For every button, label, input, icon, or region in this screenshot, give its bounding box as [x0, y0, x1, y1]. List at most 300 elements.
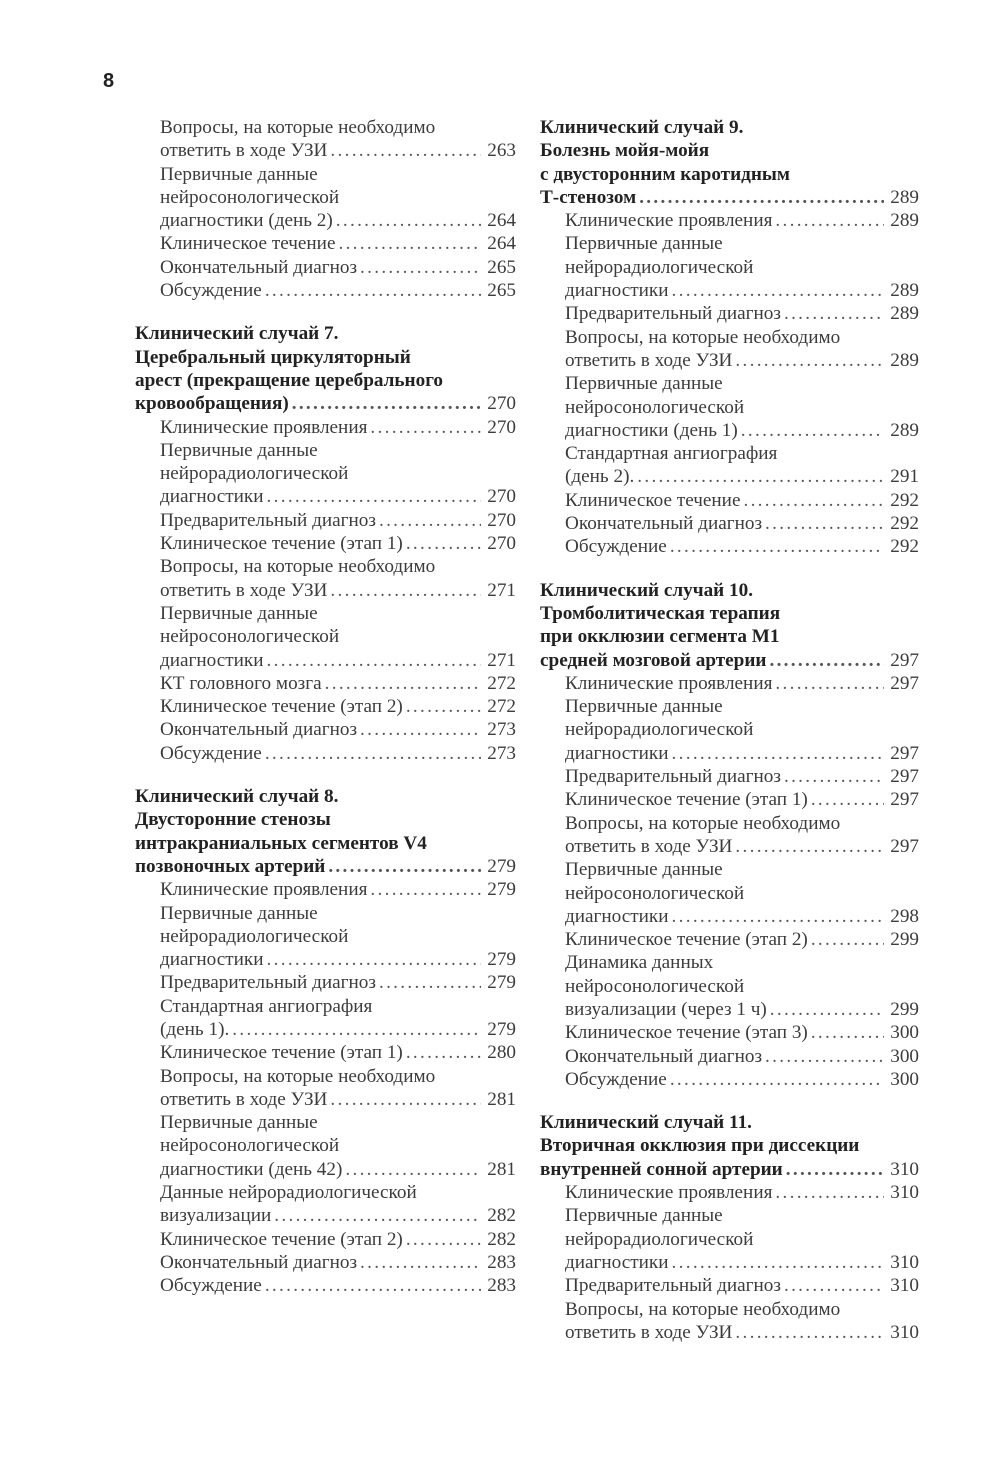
entry-line — [135, 878, 516, 901]
entry-line — [135, 509, 516, 532]
entry-line — [540, 1251, 919, 1274]
entry-line — [135, 785, 516, 808]
entry-line — [135, 808, 516, 831]
entry-text: с двусторонним каротидным — [540, 163, 790, 185]
entry-text: ответить в ходе УЗИ — [160, 579, 328, 601]
entry-text: Обсуждение — [565, 536, 667, 558]
page-reference: 289 — [890, 419, 919, 441]
entry-text: Окончательный диагноз — [160, 1251, 358, 1273]
leader-dots — [357, 718, 481, 741]
entry-text: Предварительный диагноз — [160, 972, 376, 994]
leader-dots — [767, 998, 884, 1021]
entry-line — [135, 485, 516, 508]
entry-line — [135, 1111, 516, 1134]
page-reference: 272 — [487, 672, 516, 694]
leader-dots — [262, 279, 481, 302]
toc-item — [135, 509, 516, 532]
page-reference: 282 — [487, 1228, 516, 1250]
page-number: 8 — [103, 70, 115, 92]
toc-item — [540, 928, 919, 951]
toc-item — [135, 1041, 516, 1064]
entry-line — [135, 718, 516, 741]
leader-dots — [335, 232, 481, 255]
leader-dots — [403, 532, 481, 555]
entry-line — [135, 902, 516, 925]
page-reference: 298 — [890, 905, 919, 927]
entry-line — [135, 971, 516, 994]
entry-text: Клиническое течение (этап 1) — [160, 1042, 403, 1064]
entry-text: Обсуждение — [160, 1275, 262, 1297]
entry-text: Динамика данных — [565, 952, 714, 974]
entry-text: Данные нейрорадиологической — [160, 1182, 417, 1204]
entry-line — [135, 232, 516, 255]
page-reference: 272 — [487, 696, 516, 718]
entry-text: Обсуждение — [160, 280, 262, 302]
entry-line — [540, 928, 919, 951]
toc-item — [540, 765, 919, 788]
toc-item — [135, 555, 516, 602]
entry-text: диагностики (день 42) — [160, 1158, 343, 1180]
entry-text: Первичные данные — [565, 696, 723, 718]
entry-line — [135, 555, 516, 578]
toc-item — [540, 372, 919, 442]
entry-line — [135, 649, 516, 672]
entry-line — [540, 232, 919, 255]
entry-text: Первичные данные — [160, 439, 318, 461]
entry-line — [540, 186, 919, 209]
leader-dots — [781, 302, 884, 325]
leader-dots — [367, 878, 481, 901]
entry-line — [540, 1274, 919, 1297]
entry-line — [540, 742, 919, 765]
entry-text: Клинический случай 9. — [540, 117, 744, 138]
entry-line — [540, 396, 919, 419]
leader-dots — [264, 485, 482, 508]
entry-text: интракраниальных сегментов V4 — [135, 832, 427, 854]
entry-text: Первичные данные — [565, 373, 723, 395]
leader-dots — [342, 1158, 481, 1181]
leader-dots — [357, 1251, 481, 1274]
entry-line — [540, 812, 919, 835]
leader-dots — [669, 742, 885, 765]
leader-dots — [289, 392, 482, 415]
leader-dots — [327, 1088, 481, 1111]
entry-line — [135, 322, 516, 345]
toc-item — [540, 1274, 919, 1297]
entry-line — [135, 948, 516, 971]
page-reference: 289 — [890, 349, 919, 371]
entry-text: Предварительный диагноз — [565, 1275, 781, 1297]
entry-line — [135, 1158, 516, 1181]
entry-line — [135, 1228, 516, 1251]
entry-text: ответить в ходе УЗИ — [565, 835, 733, 857]
page-reference: 289 — [890, 186, 919, 208]
entry-line — [540, 465, 919, 488]
entry-line — [540, 512, 919, 535]
entry-text: Клинический случай 8. — [135, 786, 339, 808]
toc-item — [135, 163, 516, 233]
toc-item — [135, 602, 516, 672]
entry-line — [135, 139, 516, 162]
leader-dots — [781, 765, 884, 788]
entry-text: Первичные данные — [160, 902, 318, 924]
leader-dots — [669, 279, 885, 302]
toc-item — [540, 788, 919, 811]
entry-text: Вопросы, на которые необходимо — [565, 1298, 841, 1320]
toc-item — [135, 116, 516, 163]
entry-line — [540, 1045, 919, 1068]
leader-dots — [669, 1251, 885, 1274]
entry-text: Клиническое течение — [160, 233, 336, 255]
page-reference: 273 — [487, 742, 516, 764]
page-reference: 281 — [487, 1088, 516, 1110]
toc-item — [540, 232, 919, 302]
leader-dots — [740, 489, 884, 512]
entry-text: Клинические проявления — [565, 210, 773, 232]
page-reference: 297 — [890, 789, 919, 811]
toc-item — [540, 951, 919, 1021]
entry-line — [135, 439, 516, 462]
leader-dots — [271, 1204, 481, 1227]
entry-text: ответить в ходе УЗИ — [160, 1088, 328, 1110]
entry-text: диагностики — [565, 280, 669, 302]
leader-dots — [772, 1181, 884, 1204]
entry-line — [135, 369, 516, 392]
entry-line — [135, 1041, 516, 1064]
entry-line — [135, 742, 516, 765]
toc-item — [135, 416, 516, 439]
entry-line — [540, 489, 919, 512]
leader-dots — [766, 649, 884, 672]
entry-line — [540, 649, 919, 672]
toc-item — [135, 1228, 516, 1251]
entry-text: кровообращения) — [135, 393, 289, 415]
entry-text: Клинические проявления — [565, 1182, 773, 1204]
entry-text: нейрорадиологической — [565, 719, 754, 741]
entry-line — [135, 1204, 516, 1227]
leader-dots — [781, 1274, 884, 1297]
case-heading — [540, 579, 919, 672]
entry-line — [540, 835, 919, 858]
entry-text: Первичные данные — [565, 1205, 723, 1227]
entry-line — [540, 602, 919, 625]
entry-text: Клинические проявления — [160, 879, 368, 901]
entry-text: (день 2). — [565, 466, 635, 488]
leader-dots — [667, 1068, 884, 1091]
entry-line — [135, 416, 516, 439]
leader-dots — [667, 535, 884, 558]
entry-text: средней мозговой артерии — [540, 649, 767, 671]
page-reference: 279 — [487, 949, 516, 971]
toc-item — [540, 209, 919, 232]
entry-line — [540, 116, 919, 139]
toc-item — [540, 695, 919, 765]
entry-line — [540, 788, 919, 811]
entry-text: диагностики — [565, 905, 669, 927]
entry-text: Первичные данные — [565, 233, 723, 255]
entry-line — [540, 882, 919, 905]
entry-text: визуализации — [160, 1205, 272, 1227]
toc-section — [135, 785, 516, 1298]
page-reference: 292 — [890, 513, 919, 535]
entry-text: ответить в ходе УЗИ — [565, 1321, 733, 1343]
leader-dots — [762, 512, 884, 535]
entry-line — [135, 695, 516, 718]
entry-line — [135, 1088, 516, 1111]
page-reference: 297 — [890, 742, 919, 764]
toc-item — [540, 858, 919, 928]
entry-line — [135, 1181, 516, 1204]
entry-line — [135, 832, 516, 855]
toc-item — [540, 1021, 919, 1044]
page-reference: 289 — [890, 280, 919, 302]
page-reference: 270 — [487, 393, 516, 415]
toc-item — [135, 672, 516, 695]
toc-item — [540, 489, 919, 512]
leader-dots — [738, 419, 884, 442]
toc-item — [135, 902, 516, 972]
entry-text: нейросонологической — [565, 882, 745, 904]
entry-text: нейрорадиологической — [565, 256, 754, 278]
entry-line — [540, 535, 919, 558]
toc-item — [135, 878, 516, 901]
toc-item — [540, 326, 919, 373]
entry-line — [135, 163, 516, 186]
entry-line — [540, 1228, 919, 1251]
page-reference: 289 — [890, 210, 919, 232]
entry-text: внутренней сонной артерии — [540, 1158, 783, 1180]
entry-text: нейрорадиологической — [160, 925, 349, 947]
entry-line — [135, 1018, 516, 1041]
entry-text: Окончательный диагноз — [160, 256, 358, 278]
entry-text: нейросонологической — [565, 975, 745, 997]
entry-text: Клинический случай 10. — [540, 579, 754, 601]
leader-dots — [327, 579, 481, 602]
toc-item — [135, 439, 516, 509]
entry-line — [540, 1134, 919, 1157]
leader-dots — [262, 1274, 481, 1297]
entry-text: Церебральный циркуляторный — [135, 346, 411, 368]
page-reference: 279 — [487, 972, 516, 994]
toc-item — [135, 1181, 516, 1228]
leader-dots — [808, 1021, 884, 1044]
entry-text: нейрорадиологической — [565, 1228, 754, 1250]
entry-line — [540, 1068, 919, 1091]
entry-line — [540, 1158, 919, 1181]
entry-line — [540, 998, 919, 1021]
leader-dots — [403, 1228, 481, 1251]
page-reference: 289 — [890, 303, 919, 325]
page-reference: 300 — [890, 1068, 919, 1090]
toc-item — [135, 995, 516, 1042]
toc-item — [135, 971, 516, 994]
entry-line — [135, 602, 516, 625]
entry-text: диагностики — [160, 949, 264, 971]
page-reference: 310 — [890, 1251, 919, 1273]
entry-text: Первичные данные — [160, 1112, 318, 1134]
toc-item — [540, 1298, 919, 1345]
entry-text: Стандартная ангиография — [565, 443, 778, 465]
entry-line — [135, 1251, 516, 1274]
page-reference: 270 — [487, 416, 516, 438]
entry-text: Вопросы, на которые необходимо — [160, 117, 436, 138]
entry-text: Клиническое течение (этап 2) — [160, 1228, 403, 1250]
leader-dots — [772, 672, 884, 695]
toc-item — [540, 1068, 919, 1091]
entry-text: Клинический случай 11. — [540, 1112, 752, 1134]
entry-text: Клиническое течение — [565, 489, 741, 511]
page-reference: 273 — [487, 719, 516, 741]
toc-item — [540, 1204, 919, 1274]
entry-text: позвоночных артерий — [135, 855, 326, 877]
entry-line — [540, 625, 919, 648]
entry-line — [135, 1065, 516, 1088]
entry-line — [135, 579, 516, 602]
entry-line — [540, 326, 919, 349]
entry-text: Стандартная ангиография — [160, 995, 373, 1017]
entry-line — [540, 209, 919, 232]
toc-item — [135, 1065, 516, 1112]
entry-line — [135, 1274, 516, 1297]
page-reference: 299 — [890, 929, 919, 951]
entry-text: Вопросы, на которые необходимо — [565, 812, 841, 834]
entry-text: Окончательный диагноз — [565, 1045, 763, 1067]
toc-column-right — [540, 116, 919, 1364]
entry-line — [540, 1321, 919, 1344]
entry-line — [135, 346, 516, 369]
entry-line — [540, 1021, 919, 1044]
leader-dots — [376, 509, 481, 532]
entry-text: нейросонологической — [160, 1135, 340, 1157]
toc-item — [135, 1274, 516, 1297]
entry-line — [135, 186, 516, 209]
entry-text: Первичные данные — [160, 602, 318, 624]
page-reference: 281 — [487, 1158, 516, 1180]
entry-text: Вопросы, на которые необходимо — [160, 1065, 436, 1087]
leader-dots — [808, 928, 884, 951]
entry-line — [135, 855, 516, 878]
leader-dots — [367, 416, 481, 439]
toc-section — [135, 116, 516, 302]
toc-item — [135, 695, 516, 718]
toc-item — [540, 1181, 919, 1204]
leader-dots — [264, 649, 482, 672]
toc-item — [540, 812, 919, 859]
entry-text: нейрорадиологической — [160, 463, 349, 485]
toc-item — [540, 512, 919, 535]
leader-dots — [403, 695, 481, 718]
entry-line — [540, 905, 919, 928]
toc-section — [540, 579, 919, 1092]
entry-text: Т-стенозом — [540, 186, 637, 208]
toc-section — [135, 322, 516, 765]
toc-item — [135, 279, 516, 302]
entry-text: Клинический случай 7. — [135, 323, 339, 345]
entry-line — [135, 672, 516, 695]
entry-text: Вопросы, на которые необходимо — [160, 556, 436, 578]
entry-line — [540, 695, 919, 718]
toc-section — [540, 116, 919, 559]
case-heading — [135, 785, 516, 878]
entry-line — [540, 442, 919, 465]
toc-item — [540, 302, 919, 325]
entry-line — [135, 256, 516, 279]
case-heading — [135, 322, 516, 415]
entry-text: диагностики — [160, 649, 264, 671]
toc-column-left — [135, 116, 516, 1318]
leader-dots — [772, 209, 884, 232]
entry-line — [540, 256, 919, 279]
entry-text: Обсуждение — [565, 1068, 667, 1090]
entry-line — [135, 995, 516, 1018]
entry-text: (день 1). — [160, 1018, 230, 1040]
entry-text: нейросонологической — [160, 186, 340, 208]
leader-dots — [403, 1041, 481, 1064]
entry-text: Обсуждение — [160, 742, 262, 764]
page-reference: 263 — [487, 140, 516, 162]
page-reference: 270 — [487, 533, 516, 555]
entry-line — [540, 718, 919, 741]
page-reference: 300 — [890, 1045, 919, 1067]
entry-text: диагностики — [565, 742, 669, 764]
entry-line — [540, 163, 919, 186]
leader-dots — [732, 1321, 884, 1344]
toc-item — [135, 1251, 516, 1274]
page-reference: 265 — [487, 256, 516, 278]
page-reference: 297 — [890, 649, 919, 671]
page-reference: 292 — [890, 489, 919, 511]
page-reference: 292 — [890, 536, 919, 558]
entry-line — [135, 279, 516, 302]
leader-dots — [636, 186, 884, 209]
toc-item — [540, 672, 919, 695]
page-reference: 270 — [487, 486, 516, 508]
entry-text: Клиническое течение (этап 2) — [565, 929, 808, 951]
entry-text: Клиническое течение (этап 2) — [160, 696, 403, 718]
entry-text: КТ головного мозга — [160, 672, 322, 694]
entry-text: арест (прекращение церебрального — [135, 369, 444, 391]
entry-text: Клиническое течение (этап 1) — [160, 533, 403, 555]
case-heading — [540, 116, 919, 209]
entry-line — [540, 672, 919, 695]
entry-text: Вторичная окклюзия при диссекции — [540, 1135, 860, 1157]
entry-text: диагностики — [160, 486, 264, 508]
entry-line — [135, 925, 516, 948]
entry-line — [540, 302, 919, 325]
page-reference: 282 — [487, 1205, 516, 1227]
toc-item — [135, 742, 516, 765]
entry-text: при окклюзии сегмента М1 — [540, 626, 780, 648]
page-reference: 279 — [487, 855, 516, 877]
entry-text: диагностики (день 2) — [160, 210, 333, 232]
entry-line — [540, 765, 919, 788]
entry-text: ответить в ходе УЗИ — [565, 349, 733, 371]
leader-dots — [327, 139, 481, 162]
entry-text: ответить в ходе УЗИ — [160, 140, 328, 162]
leader-dots — [732, 349, 884, 372]
entry-line — [135, 116, 516, 139]
leader-dots — [808, 788, 884, 811]
entry-line — [540, 975, 919, 998]
entry-text: Клинические проявления — [565, 672, 773, 694]
page-reference: 271 — [487, 579, 516, 601]
page-reference: 279 — [487, 1018, 516, 1040]
entry-line — [540, 858, 919, 881]
entry-line — [540, 1111, 919, 1134]
entry-text: Окончательный диагноз — [160, 719, 358, 741]
entry-line — [540, 419, 919, 442]
leader-dots — [229, 1018, 481, 1041]
